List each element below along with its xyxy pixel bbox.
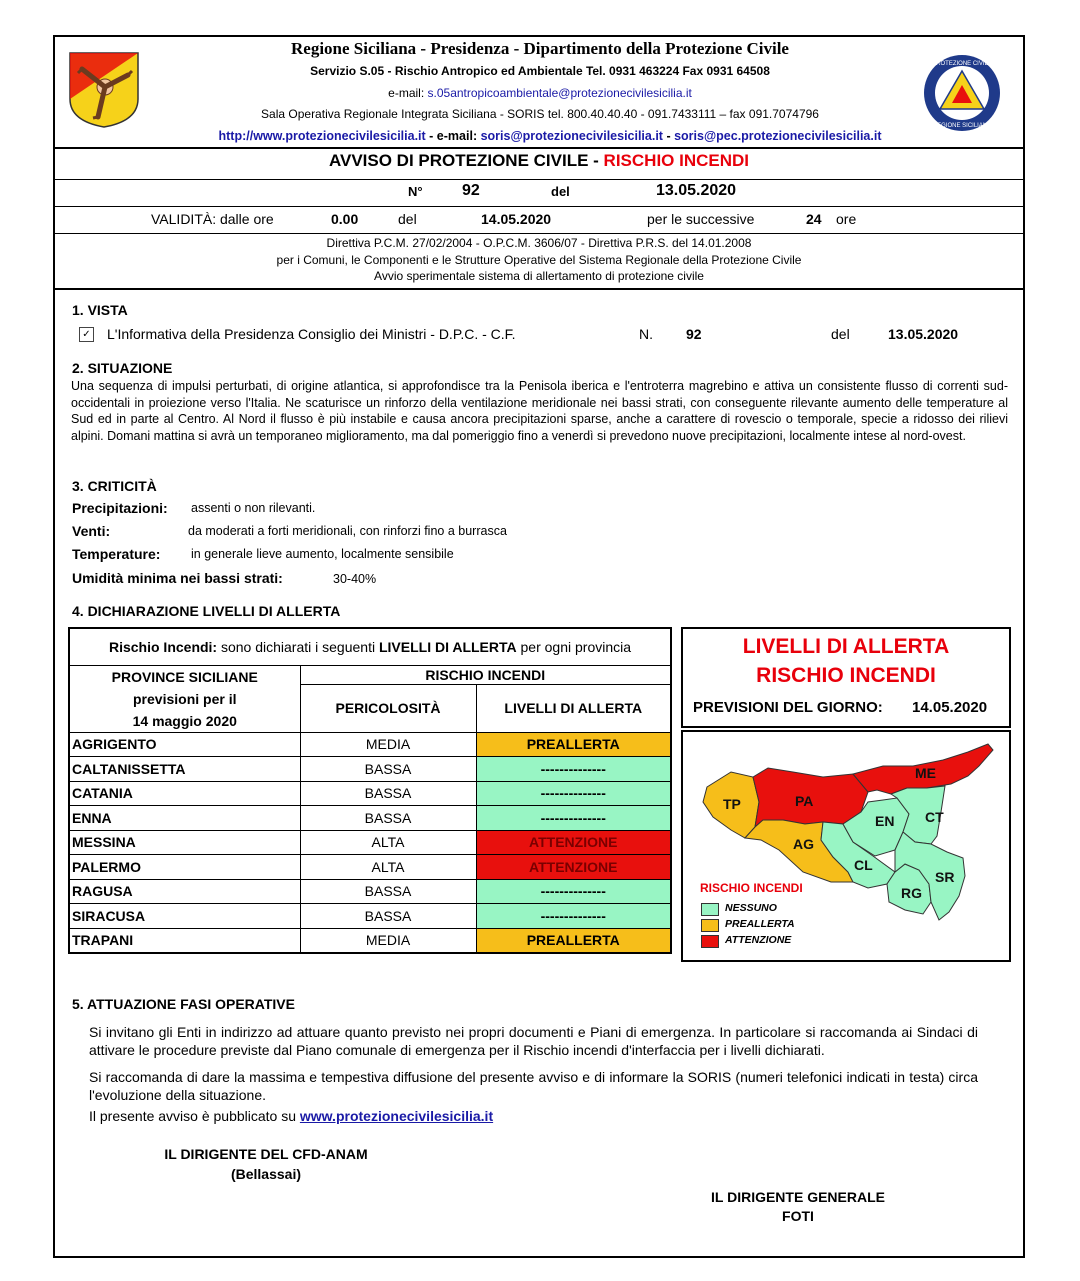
attuazione-p1: Si invitano gli Enti in indirizzo ad attuare quanto previsto nei propri documenti e Piani di emergenza. In particolare si raccomanda ai Sindaci di attivare le procedure previste dal Piano comunale di emergenza per il Rischio incendi d'interfaccia per i livelli dichiarati. bbox=[89, 1024, 978, 1058]
alert-level-value: -------------- bbox=[476, 757, 671, 782]
criticita-title: 3. CRITICITÀ bbox=[72, 478, 157, 494]
pericolosita-value: BASSA bbox=[300, 879, 476, 904]
validity-label: VALIDITÀ: dalle ore bbox=[151, 211, 274, 227]
alert-level-value: -------------- bbox=[476, 904, 671, 929]
header-email-line bbox=[150, 86, 930, 100]
col-header-province-line1: PROVINCE SICILIANE bbox=[111, 668, 258, 685]
table-row bbox=[69, 732, 671, 757]
divider bbox=[55, 206, 1023, 207]
legend-title: RISCHIO INCENDI bbox=[700, 881, 803, 895]
map-label-tp: TP bbox=[723, 796, 741, 812]
map-label-rg: RG bbox=[901, 885, 922, 901]
attuazione-p3 bbox=[89, 1108, 493, 1124]
soris-email-link[interactable]: soris@protezionecivilesicilia.it bbox=[480, 129, 663, 143]
criticita-label-temperature: Temperature: bbox=[72, 546, 161, 562]
successive-label: per le successive bbox=[647, 211, 755, 227]
notice-title-red: RISCHIO INCENDI bbox=[603, 151, 750, 170]
legend-swatch-preallerta bbox=[701, 919, 719, 932]
alert-level-value: ATTENZIONE bbox=[476, 855, 671, 880]
intro-text-1: sono dichiarati i seguenti bbox=[217, 638, 379, 655]
situazione-text: Una sequenza di impulsi perturbati, di origine atlantica, si approfondisce tra la Penisola iberica e l'entroterra magrebino e attiva un consistente flusso di correnti sud-occidentali in proiezione verso l'Italia. Ne scaturisce un rinforzo della ventilazione meridionale nei bassi strati, con conseguente rilevante aumento delle temperature al Sud ed in parte al Centro. Al Nord il flusso è più instabile e causa ancora precipitazioni sparse, anche a carattere di rovescio o temporale, specie a ridosso dei rilievi alpini. Domani mattina si avrà un temporaneo miglioramento, ma dal pomeriggio fino a venerdì si prevedono nuove precipitazioni, localmente intese al nord-ovest. bbox=[71, 379, 1008, 443]
attuazione-p2: Si raccomanda di dare la massima e tempestiva diffusione del presente avviso e di informare la SORIS (numeri telefonici indicati in testa) circa l'evoluzione della situazione. bbox=[89, 1069, 978, 1103]
signature-left-title: IL DIRIGENTE DEL CFD-ANAM bbox=[164, 1146, 368, 1162]
n-value: 92 bbox=[462, 182, 480, 199]
header-email-link[interactable]: s.05antropicoambientale@protezionecivilesicilia.it bbox=[427, 86, 692, 100]
legend-swatch-attenzione bbox=[701, 935, 719, 948]
panel-title-2: RISCHIO INCENDI bbox=[756, 664, 936, 687]
col-header-province bbox=[69, 665, 300, 732]
table-row bbox=[69, 781, 671, 806]
pericolosita-value: ALTA bbox=[300, 855, 476, 880]
divider bbox=[55, 233, 1023, 234]
ore-label: ore bbox=[836, 211, 857, 227]
seal-bottom-text: REGIONE SICILIANA bbox=[932, 123, 992, 129]
notice-date: 13.05.2020 bbox=[656, 182, 737, 199]
col-header-province-line2: previsioni per il bbox=[133, 690, 237, 707]
intro-text-2: per ogni provincia bbox=[516, 638, 632, 655]
col-header-pericolosita: PERICOLOSITÀ bbox=[300, 684, 476, 732]
province-name: PALERMO bbox=[69, 855, 300, 880]
alert-level-value: -------------- bbox=[476, 806, 671, 831]
alert-level-value: -------------- bbox=[476, 781, 671, 806]
table-row bbox=[69, 928, 671, 953]
validity-hour: 0.00 bbox=[331, 211, 359, 227]
seal-top-text: PROTEZIONE CIVILE bbox=[932, 61, 992, 67]
directive-line-2: per i Comuni, le Componenti e le Strutture Operative del Sistema Regionale della Protezione Civile bbox=[276, 253, 802, 267]
directive-line-1: Direttiva P.C.M. 27/02/2004 - O.P.C.M. 3606/07 - Direttiva P.R.S. del 14.01.2008 bbox=[326, 236, 752, 250]
forecast-date: 14.05.2020 bbox=[912, 699, 988, 716]
criticita-label-precipitazioni: Precipitazioni: bbox=[72, 500, 168, 516]
map-label-cl: CL bbox=[854, 857, 873, 873]
pericolosita-value: BASSA bbox=[300, 757, 476, 782]
signature-right-title: IL DIRIGENTE GENERALE bbox=[711, 1189, 885, 1205]
separator-text: - bbox=[662, 129, 675, 143]
criticita-label-umidita: Umidità minima nei bassi strati: bbox=[72, 570, 283, 586]
header-sala: Sala Operativa Regionale Integrata Siciliana - SORIS tel. 800.40.40.40 - 091.7433111 – fax 091.7074796 bbox=[261, 107, 819, 121]
notice-title bbox=[55, 151, 1023, 171]
criticita-value-umidita: 30-40% bbox=[333, 572, 377, 586]
table-row bbox=[69, 806, 671, 831]
table-row bbox=[69, 879, 671, 904]
alert-level-value: ATTENZIONE bbox=[476, 830, 671, 855]
sicily-coat-of-arms-logo bbox=[68, 51, 140, 134]
alert-level-value: PREALLERTA bbox=[476, 732, 671, 757]
vista-del-label: del bbox=[831, 326, 850, 342]
divider bbox=[55, 147, 1023, 149]
province-name: CALTANISSETTA bbox=[69, 757, 300, 782]
alert-level-value: PREALLERTA bbox=[476, 928, 671, 953]
notice-title-black: AVVISO DI PROTEZIONE CIVILE - bbox=[328, 151, 604, 170]
legend-label-nessuno: NESSUNO bbox=[725, 902, 777, 914]
province-name: TRAPANI bbox=[69, 928, 300, 953]
vista-date: 13.05.2020 bbox=[888, 326, 959, 342]
pec-email-link[interactable]: soris@pec.protezionecivilesicilia.it bbox=[674, 129, 882, 143]
table-intro bbox=[69, 628, 671, 665]
attuazione-title: 5. ATTUAZIONE FASI OPERATIVE bbox=[72, 996, 295, 1012]
map-label-sr: SR bbox=[935, 869, 955, 885]
n-label: N° bbox=[408, 184, 423, 199]
email2-label: - e-mail: bbox=[425, 129, 481, 143]
attuazione-p3-text: Il presente avviso è pubblicato su bbox=[89, 1108, 300, 1124]
province-name: RAGUSA bbox=[69, 879, 300, 904]
map-label-pa: PA bbox=[795, 793, 814, 809]
divider bbox=[55, 179, 1023, 180]
col-header-group: RISCHIO INCENDI bbox=[300, 665, 671, 684]
vista-n-value: 92 bbox=[686, 326, 702, 342]
province-name: MESSINA bbox=[69, 830, 300, 855]
table-row bbox=[69, 904, 671, 929]
table-row bbox=[69, 757, 671, 782]
pericolosita-value: MEDIA bbox=[300, 732, 476, 757]
map-box bbox=[681, 730, 1011, 962]
validity-date: 14.05.2020 bbox=[481, 211, 552, 227]
table-row bbox=[69, 830, 671, 855]
del-label: del bbox=[551, 184, 570, 199]
alert-level-value: -------------- bbox=[476, 879, 671, 904]
website-link[interactable]: http://www.protezionecivilesicilia.it bbox=[218, 129, 426, 143]
intro-bold-2: LIVELLI DI ALLERTA bbox=[378, 638, 517, 655]
table-row bbox=[69, 855, 671, 880]
divider bbox=[55, 288, 1023, 290]
forecast-label: PREVISIONI DEL GIORNO: bbox=[693, 699, 883, 716]
legend-swatch-nessuno bbox=[701, 903, 719, 916]
signature-right-name: FOTI bbox=[782, 1208, 814, 1224]
vista-text: L'Informativa della Presidenza Consiglio dei Ministri - D.P.C. - C.F. bbox=[107, 326, 516, 342]
alert-levels-table bbox=[68, 627, 672, 954]
province-name: SIRACUSA bbox=[69, 904, 300, 929]
panel-title-1: LIVELLI DI ALLERTA bbox=[742, 635, 950, 658]
province-name: CATANIA bbox=[69, 781, 300, 806]
table-body bbox=[69, 732, 671, 953]
signature-left-name: (Bellassai) bbox=[230, 1166, 302, 1182]
pericolosita-value: BASSA bbox=[300, 781, 476, 806]
legend-label-attenzione: ATTENZIONE bbox=[725, 934, 792, 946]
attuazione-website-link[interactable]: www.protezionecivilesicilia.it bbox=[299, 1108, 494, 1124]
email-label: e-mail: bbox=[388, 86, 425, 100]
vista-title: 1. VISTA bbox=[72, 302, 128, 318]
map-label-ct: CT bbox=[925, 809, 944, 825]
protezione-civile-seal-logo bbox=[922, 53, 1002, 138]
intro-bold-1: Rischio Incendi: bbox=[108, 638, 218, 655]
map-label-me: ME bbox=[915, 765, 936, 781]
situazione-title: 2. SITUAZIONE bbox=[72, 360, 173, 376]
criticita-value-temperature: in generale lieve aumento, localmente sensibile bbox=[191, 547, 454, 561]
vista-checkbox[interactable]: ✓ bbox=[79, 327, 94, 342]
criticita-label-venti: Venti: bbox=[72, 523, 111, 539]
directive-line-3: Avvio sperimentale sistema di allertamento di protezione civile bbox=[374, 269, 704, 283]
legend-label-preallerta: PREALLERTA bbox=[725, 918, 795, 930]
pericolosita-value: MEDIA bbox=[300, 928, 476, 953]
header-service: Servizio S.05 - Rischio Antropico ed Ambientale Tel. 0931 463224 Fax 0931 64508 bbox=[310, 64, 770, 78]
pericolosita-value: BASSA bbox=[300, 904, 476, 929]
criticita-value-venti: da moderati a forti meridionali, con rinforzi fino a burrasca bbox=[188, 524, 507, 538]
dichiarazione-title: 4. DICHIARAZIONE LIVELLI DI ALLERTA bbox=[72, 603, 341, 619]
province-name: ENNA bbox=[69, 806, 300, 831]
successive-hours: 24 bbox=[806, 211, 822, 227]
col-header-livelli: LIVELLI DI ALLERTA bbox=[476, 684, 671, 732]
map-label-en: EN bbox=[875, 813, 895, 829]
pericolosita-value: ALTA bbox=[300, 830, 476, 855]
criticita-value-precipitazioni: assenti o non rilevanti. bbox=[191, 501, 316, 515]
header-title: Regione Siciliana - Presidenza - Dipartimento della Protezione Civile bbox=[291, 39, 789, 58]
pericolosita-value: BASSA bbox=[300, 806, 476, 831]
province-name: AGRIGENTO bbox=[69, 732, 300, 757]
validity-del: del bbox=[398, 211, 417, 227]
vista-n-label: N. bbox=[639, 326, 653, 342]
header-links-line bbox=[150, 129, 950, 143]
col-header-province-line3: 14 maggio 2020 bbox=[132, 712, 237, 729]
map-label-ag: AG bbox=[793, 836, 814, 852]
panel-header-box bbox=[681, 627, 1011, 728]
